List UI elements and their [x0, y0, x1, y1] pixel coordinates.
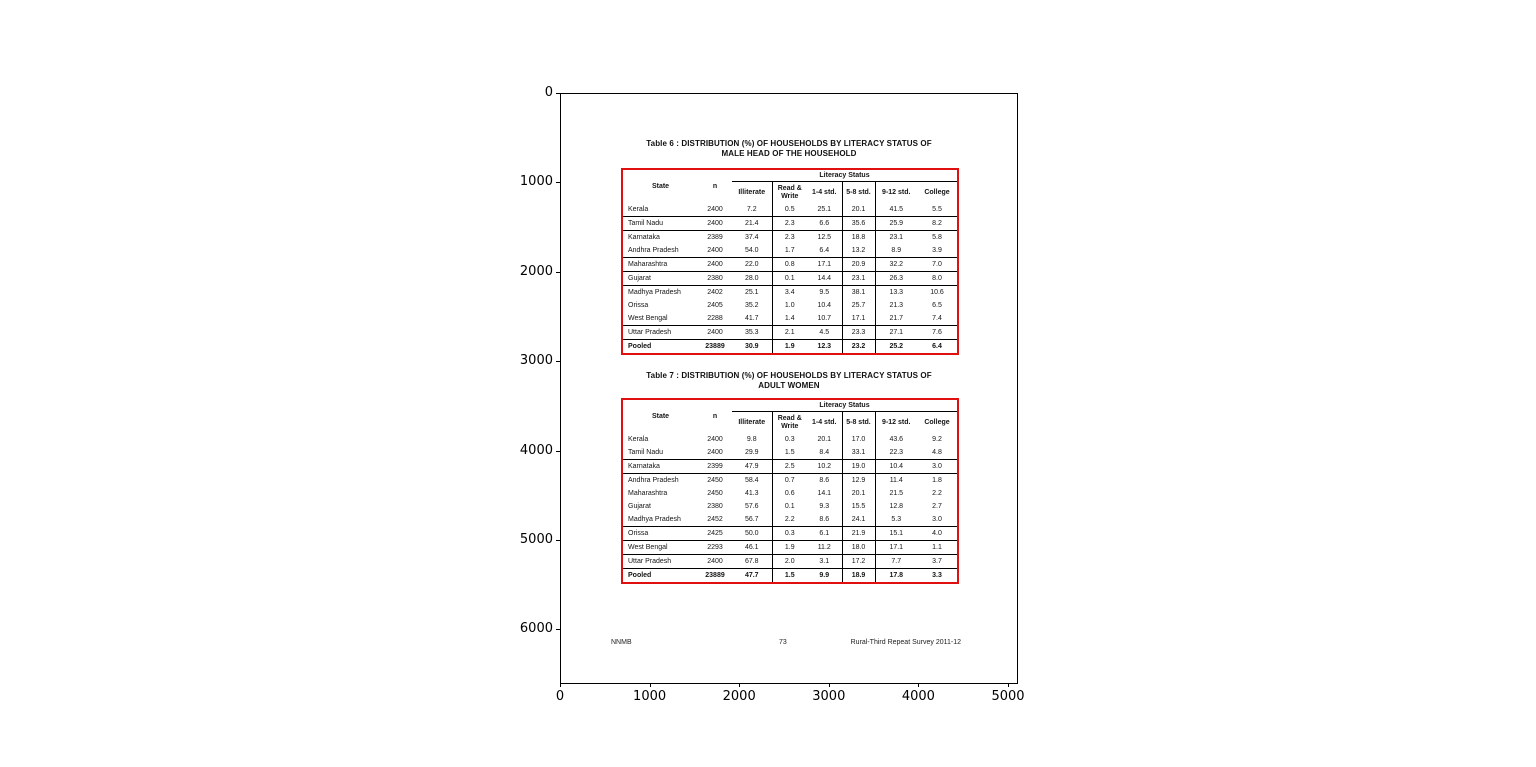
value-cell: 17.1: [875, 541, 917, 555]
value-cell: 8.9: [875, 244, 917, 258]
state-cell: Orissa: [622, 527, 698, 541]
table-row: [622, 312, 958, 326]
value-cell: 29.9: [744, 449, 759, 456]
col-header: Read & Write: [772, 412, 807, 434]
table-row: [622, 474, 958, 488]
value-cell: 13.2: [842, 244, 875, 258]
value-cell: 35.2: [744, 302, 759, 309]
value-cell: 32.2: [875, 258, 917, 272]
table7-title-line1: Table 7 : DISTRIBUTION (%) OF HOUSEHOLDS BY LITERACY STATUS OF: [646, 371, 932, 380]
value-cell: 24.1: [842, 513, 875, 527]
table-row: [622, 326, 958, 340]
table-row: [622, 272, 958, 286]
col-header: 5-8 std.: [842, 412, 875, 434]
pooled-value-cell: 12.3: [807, 340, 842, 355]
value-cell: 3.0: [917, 460, 958, 474]
value-cell: 0.1: [772, 500, 807, 513]
table-row: [622, 231, 958, 245]
value-cell: 41.5: [875, 203, 917, 217]
pooled-value-cell: 6.4: [917, 340, 958, 355]
value-cell: 8.4: [819, 449, 830, 456]
x-tick-label: 0: [555, 689, 565, 704]
value-cell: 12.8: [875, 500, 917, 513]
value-cell: 4.5: [807, 326, 842, 340]
y-tick-label: 4000: [519, 442, 553, 458]
table6-title-line1: Table 6 : DISTRIBUTION (%) OF HOUSEHOLDS BY LITERACY STATUS OF: [646, 139, 932, 148]
col-header: 5-8 std.: [842, 182, 875, 204]
value-cell: 20.1: [842, 487, 875, 500]
value-cell: 2450: [698, 474, 732, 488]
table-row: [622, 244, 958, 258]
value-cell: 25.1: [732, 286, 772, 300]
value-cell: 21.3: [875, 299, 917, 312]
pooled-value-cell: 23.2: [842, 340, 875, 355]
value-cell: 2400: [698, 258, 732, 272]
value-cell: 3.9: [932, 247, 942, 254]
col-header-n: n: [712, 183, 718, 190]
value-cell: 37.4: [732, 231, 772, 245]
table-row: [622, 299, 958, 312]
value-cell: 2288: [707, 315, 723, 322]
state-cell: Karnataka: [622, 231, 698, 245]
value-cell: 8.6: [807, 474, 842, 488]
value-cell: 10.7: [817, 315, 832, 322]
value-cell: 18.8: [842, 231, 875, 245]
state-cell: Gujarat: [628, 503, 651, 510]
col-header-state: State: [651, 183, 670, 190]
table7-title: [619, 371, 959, 390]
value-cell: 2400: [707, 206, 723, 213]
value-cell: 8.6: [819, 516, 830, 523]
value-cell: 27.1: [875, 326, 917, 340]
table7-title-line2: ADULT WOMEN: [758, 380, 820, 390]
value-cell: 10.2: [807, 460, 842, 474]
y-tick-label: 1000: [519, 174, 553, 190]
value-cell: 10.4: [817, 302, 832, 309]
table-row: [622, 258, 958, 272]
value-cell: 2402: [698, 286, 732, 300]
literacy-table: [621, 168, 959, 355]
value-cell: 47.9: [732, 460, 772, 474]
pooled-value-cell: 47.7: [732, 569, 772, 584]
value-cell: 7.0: [917, 258, 958, 272]
value-cell: 2452: [707, 516, 723, 523]
value-cell: 58.4: [732, 474, 772, 488]
value-cell: 25.9: [875, 217, 917, 231]
pooled-value-cell: 30.9: [732, 340, 772, 355]
value-cell: 1.5: [772, 446, 807, 460]
state-cell: Andhra Pradesh: [622, 474, 698, 488]
value-cell: 23.3: [842, 326, 875, 340]
value-cell: 5.5: [932, 206, 942, 213]
value-cell: 20.1: [817, 436, 832, 443]
value-cell: 23.1: [842, 272, 875, 286]
value-cell: 2400: [698, 326, 732, 340]
value-cell: 15.1: [875, 527, 917, 541]
pooled-row: [622, 569, 958, 584]
value-cell: 15.5: [842, 500, 875, 513]
state-cell: Maharashtra: [628, 490, 668, 497]
value-cell: 23.1: [875, 231, 917, 245]
state-cell: Madhya Pradesh: [622, 286, 698, 300]
pooled-value-cell: 1.9: [772, 340, 807, 355]
value-cell: 26.3: [875, 272, 917, 286]
value-cell: 1.7: [772, 244, 807, 258]
value-cell: 7.2: [746, 206, 757, 213]
value-cell: 2400: [707, 449, 723, 456]
pooled-value-cell: 1.5: [772, 569, 807, 584]
literacy-status-span-header: Literacy Status: [732, 399, 958, 412]
value-cell: 3.4: [772, 286, 807, 300]
state-cell: Gujarat: [622, 272, 698, 286]
value-cell: 2.2: [772, 513, 807, 527]
footer-org-label: NNMB: [611, 639, 632, 646]
value-cell: 7.4: [932, 315, 942, 322]
value-cell: 0.7: [772, 474, 807, 488]
value-cell: 11.2: [807, 541, 842, 555]
value-cell: 56.7: [744, 516, 759, 523]
value-cell: 3.0: [932, 516, 942, 523]
value-cell: 5.3: [875, 513, 917, 527]
state-cell: Uttar Pradesh: [622, 326, 698, 340]
state-cell: Tamil Nadu: [622, 217, 698, 231]
value-cell: 0.8: [772, 258, 807, 272]
value-cell: 7.6: [917, 326, 958, 340]
value-cell: 6.6: [807, 217, 842, 231]
value-cell: 2.3: [772, 217, 807, 231]
pooled-value-cell: 18.9: [842, 569, 875, 584]
value-cell: 20.1: [842, 203, 875, 217]
col-header: Illiterate: [738, 188, 766, 196]
table-row: [622, 513, 958, 527]
pooled-value-cell: 23889: [698, 340, 732, 355]
value-cell: 38.1: [842, 286, 875, 300]
value-cell: 9.5: [807, 286, 842, 300]
state-cell: Kerala: [628, 206, 649, 213]
table-row: [622, 541, 958, 555]
pooled-value-cell: 23889: [698, 569, 732, 584]
state-cell: West Bengal: [628, 315, 668, 322]
value-cell: 67.8: [732, 555, 772, 569]
pooled-value-cell: 3.3: [917, 569, 958, 584]
y-tick-label: 5000: [519, 532, 553, 547]
state-cell: Madhya Pradesh: [628, 516, 681, 523]
value-cell: 25.7: [842, 299, 875, 312]
value-cell: 4.8: [932, 449, 942, 456]
value-cell: 2425: [698, 527, 732, 541]
value-cell: 8.0: [917, 272, 958, 286]
value-cell: 3.1: [807, 555, 842, 569]
value-cell: 7.7: [875, 555, 917, 569]
value-cell: 2400: [698, 217, 732, 231]
table-row: [622, 487, 958, 500]
table-row: [622, 446, 958, 460]
value-cell: 9.3: [819, 503, 830, 510]
value-cell: 2293: [698, 541, 732, 555]
table-row: [622, 217, 958, 231]
state-cell: Maharashtra: [622, 258, 698, 272]
state-cell: Uttar Pradesh: [622, 555, 698, 569]
value-cell: 3.7: [917, 555, 958, 569]
value-cell: 1.9: [772, 541, 807, 555]
x-tick-label: 4000: [901, 689, 935, 704]
col-header: 9-12 std.: [875, 412, 917, 434]
table-row: [622, 527, 958, 541]
value-cell: 0.5: [772, 203, 807, 217]
state-cell: Kerala: [628, 436, 649, 443]
value-cell: 19.0: [842, 460, 875, 474]
value-cell: 2400: [707, 436, 723, 443]
pooled-value-cell: 9.9: [807, 569, 842, 584]
plot-area: [560, 93, 1018, 684]
pooled-label-cell: Pooled: [622, 569, 698, 584]
pooled-value-cell: 25.2: [875, 340, 917, 355]
table6-title-line2: MALE HEAD OF THE HOUSEHOLD: [721, 148, 857, 158]
value-cell: 2.7: [932, 503, 942, 510]
value-cell: 17.0: [842, 433, 875, 446]
value-cell: 2.2: [932, 490, 942, 497]
value-cell: 0.1: [772, 272, 807, 286]
value-cell: 5.8: [917, 231, 958, 245]
col-header: College: [924, 418, 950, 426]
value-cell: 6.5: [932, 302, 942, 309]
value-cell: 25.1: [817, 206, 832, 213]
value-cell: 2450: [707, 490, 723, 497]
value-cell: 21.7: [875, 312, 917, 326]
value-cell: 9.2: [932, 436, 942, 443]
col-header: 9-12 std.: [875, 182, 917, 204]
col-header-state: State: [651, 413, 670, 420]
value-cell: 2399: [698, 460, 732, 474]
value-cell: 2.1: [772, 326, 807, 340]
state-cell: Karnataka: [622, 460, 698, 474]
value-cell: 2.0: [772, 555, 807, 569]
x-tick-label: 2000: [722, 689, 756, 704]
footer-survey-label: Rural-Third Repeat Survey 2011-12: [850, 639, 961, 646]
state-cell: Tamil Nadu: [628, 449, 664, 456]
value-cell: 35.6: [842, 217, 875, 231]
value-cell: 2.3: [772, 231, 807, 245]
y-tick-label: 2000: [519, 263, 553, 279]
value-cell: 17.1: [807, 258, 842, 272]
col-header-n: n: [712, 413, 718, 420]
value-cell: 17.1: [842, 312, 875, 326]
col-header: 1-4 std.: [811, 418, 837, 426]
x-tick-label: 1000: [633, 689, 667, 704]
col-header: College: [924, 188, 950, 196]
literacy-table: [621, 398, 959, 584]
value-cell: 43.6: [875, 433, 917, 446]
state-cell: West Bengal: [622, 541, 698, 555]
value-cell: 22.0: [732, 258, 772, 272]
footer-page-number: 73: [779, 639, 787, 646]
value-cell: 14.1: [817, 490, 832, 497]
value-cell: 0.3: [772, 527, 807, 541]
value-cell: 9.8: [746, 436, 757, 443]
value-cell: 14.4: [807, 272, 842, 286]
value-cell: 41.3: [744, 490, 759, 497]
x-tick-label: 5000: [991, 689, 1025, 704]
value-cell: 12.9: [842, 474, 875, 488]
value-cell: 21.9: [842, 527, 875, 541]
value-cell: 2380: [707, 503, 723, 510]
value-cell: 2405: [707, 302, 723, 309]
pooled-label-cell: Pooled: [622, 340, 698, 355]
x-tick-label: 3000: [812, 689, 846, 704]
value-cell: 13.3: [875, 286, 917, 300]
value-cell: 54.0: [744, 247, 759, 254]
value-cell: 10.6: [917, 286, 958, 300]
value-cell: 21.5: [875, 487, 917, 500]
value-cell: 1.0: [772, 299, 807, 312]
literacy-status-span-header: Literacy Status: [732, 169, 958, 182]
value-cell: 0.3: [772, 433, 807, 446]
value-cell: 1.4: [772, 312, 807, 326]
value-cell: 8.2: [917, 217, 958, 231]
y-tick-label: 3000: [519, 353, 553, 369]
pooled-value-cell: 17.8: [875, 569, 917, 584]
value-cell: 2400: [707, 247, 723, 254]
value-cell: 50.0: [732, 527, 772, 541]
table-row: [622, 500, 958, 513]
pooled-row: [622, 340, 958, 355]
value-cell: 2.5: [772, 460, 807, 474]
col-header: Illiterate: [738, 418, 766, 426]
value-cell: 18.0: [842, 541, 875, 555]
value-cell: 33.1: [842, 446, 875, 460]
value-cell: 35.3: [732, 326, 772, 340]
value-cell: 28.0: [732, 272, 772, 286]
value-cell: 2400: [698, 555, 732, 569]
value-cell: 6.4: [819, 247, 830, 254]
value-cell: 1.8: [917, 474, 958, 488]
value-cell: 11.4: [875, 474, 917, 488]
table-row: [622, 203, 958, 217]
y-tick-label: 0: [544, 85, 553, 100]
col-header: 1-4 std.: [811, 188, 837, 196]
y-tick-label: 6000: [519, 621, 553, 637]
value-cell: 12.5: [807, 231, 842, 245]
value-cell: 57.6: [744, 503, 759, 510]
state-cell: Orissa: [628, 302, 649, 309]
value-cell: 10.4: [875, 460, 917, 474]
value-cell: 6.1: [807, 527, 842, 541]
value-cell: 4.0: [917, 527, 958, 541]
value-cell: 20.9: [842, 258, 875, 272]
table-row: [622, 555, 958, 569]
table-row: [622, 460, 958, 474]
value-cell: 41.7: [744, 315, 759, 322]
table-row: [622, 286, 958, 300]
value-cell: 2380: [698, 272, 732, 286]
table-row: [622, 433, 958, 446]
col-header: Read & Write: [772, 182, 807, 204]
state-cell: Andhra Pradesh: [628, 247, 679, 254]
value-cell: 22.3: [875, 446, 917, 460]
value-cell: 0.6: [772, 487, 807, 500]
value-cell: 1.1: [917, 541, 958, 555]
value-cell: 17.2: [842, 555, 875, 569]
value-cell: 21.4: [732, 217, 772, 231]
value-cell: 46.1: [732, 541, 772, 555]
value-cell: 2389: [698, 231, 732, 245]
